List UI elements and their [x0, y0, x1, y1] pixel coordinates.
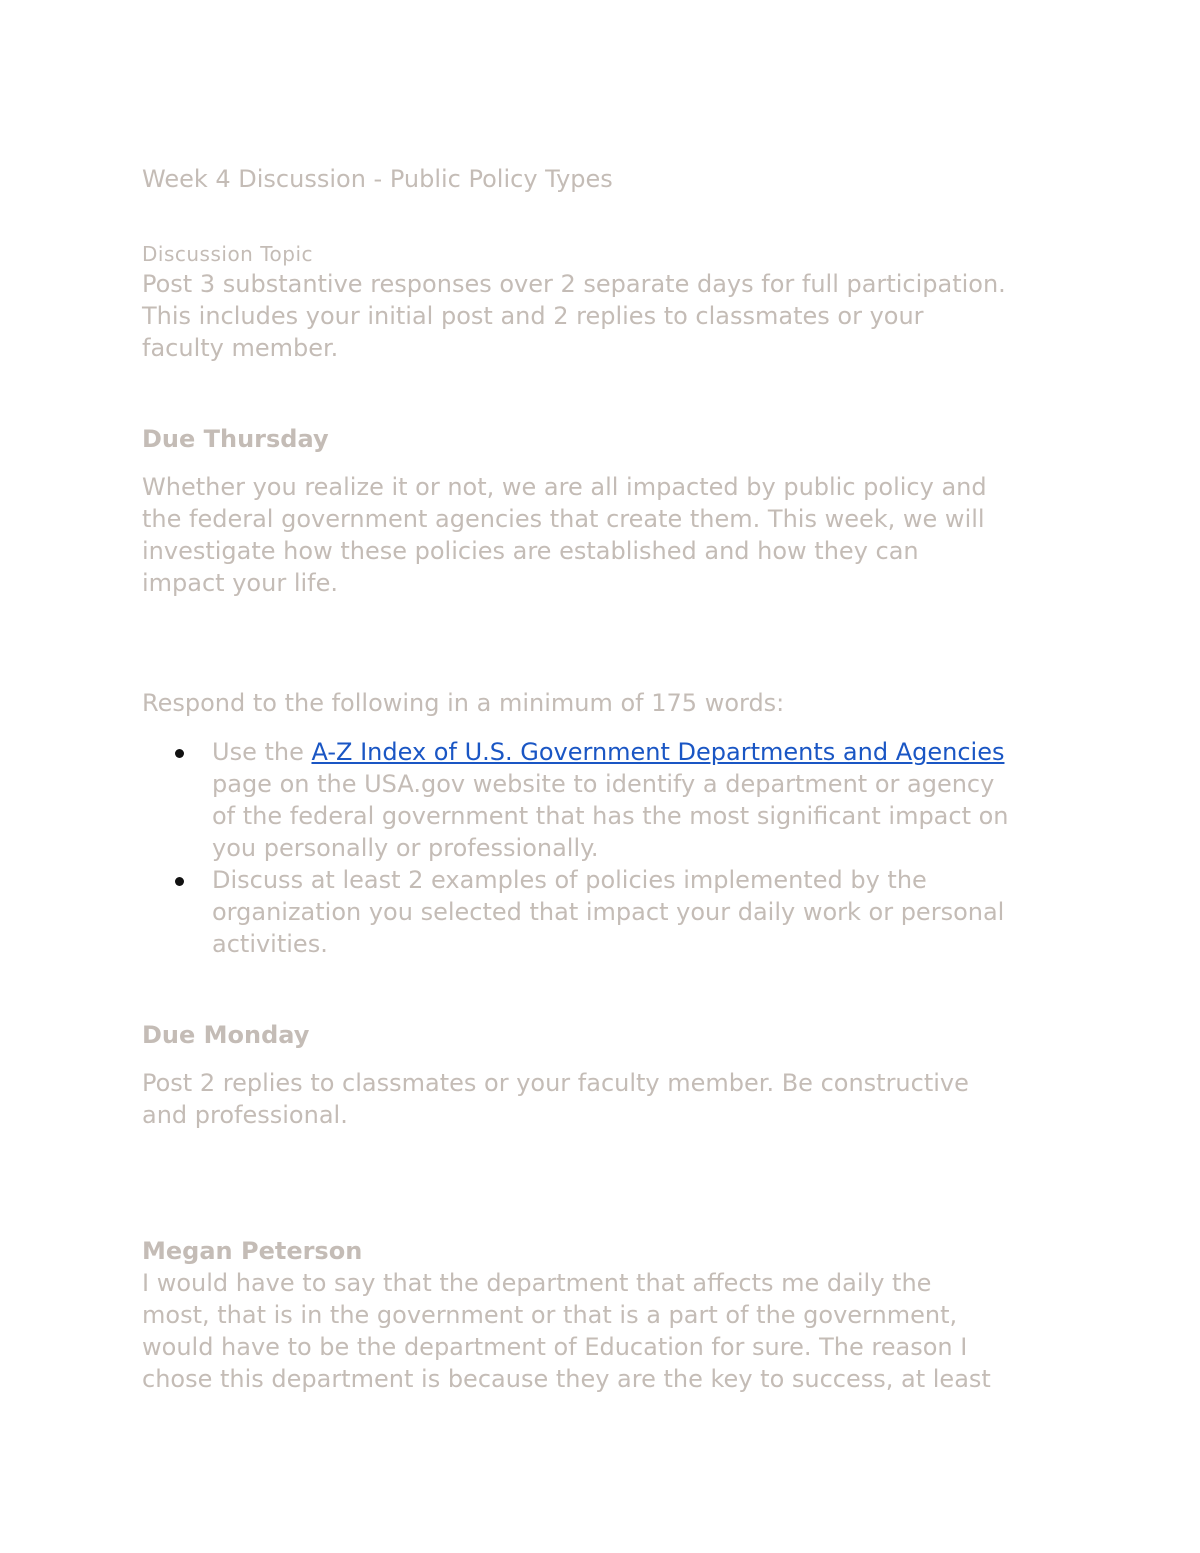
respond-prompt: [142, 687, 1072, 719]
response-author: Megan Peterson: [142, 1237, 363, 1265]
intro-line: This includes your initial post and 2 replies to classmates or your: [142, 302, 924, 330]
paragraph-line: Whether you realize it or not, we are all impacted by public policy and: [142, 473, 987, 501]
discussion-topic-label: Discussion Topic: [142, 242, 314, 266]
intro-paragraph: [142, 268, 1072, 364]
list-item: [142, 864, 1072, 960]
paragraph-line: and professional.: [142, 1101, 348, 1129]
bullet-line: Discuss at least 2 examples of policies implemented by the: [212, 866, 927, 894]
document-title: Week 4 Discussion - Public Policy Types: [142, 165, 613, 193]
bullet-prefix: Use the: [212, 738, 312, 766]
due-monday-paragraph: [142, 1067, 1072, 1131]
paragraph-line: the federal government agencies that create them. This week, we will: [142, 505, 985, 533]
paragraph-line: most, that is in the government or that is a part of the government,: [142, 1301, 958, 1329]
bullet-icon: [175, 749, 184, 758]
paragraph-line: investigate how these policies are established and how they can: [142, 537, 919, 565]
bullet-line: of the federal government that has the most significant impact on: [212, 802, 1009, 830]
response-paragraph: [142, 1267, 1072, 1395]
paragraph-line: chose this department is because they are the key to success, at least: [142, 1365, 991, 1393]
list-item: [142, 736, 1072, 864]
paragraph-line: I would have to say that the department that affects me daily the: [142, 1269, 932, 1297]
respond-prompt-text: Respond to the following in a minimum of 175 words:: [142, 689, 785, 717]
requirements-list: [142, 736, 1072, 960]
bullet-line: activities.: [212, 930, 328, 958]
bullet-line: page on the USA.gov website to identify a department or agency: [212, 770, 995, 798]
paragraph-line: would have to be the department of Education for sure. The reason I: [142, 1333, 968, 1361]
intro-line: faculty member.: [142, 334, 339, 362]
paragraph-line: impact your life.: [142, 569, 338, 597]
bullet-line: organization you selected that impact your daily work or personal: [212, 898, 1005, 926]
due-thursday-paragraph: [142, 471, 1072, 599]
bullet-first-line: [212, 736, 1072, 768]
paragraph-line: Post 2 replies to classmates or your faculty member. Be constructive: [142, 1069, 969, 1097]
bullet-icon: [175, 877, 184, 886]
az-index-link[interactable]: A-Z Index of U.S. Government Departments and Agencies: [311, 738, 1005, 766]
due-monday-heading: Due Monday: [142, 1021, 310, 1049]
intro-line: Post 3 substantive responses over 2 separate days for full participation.: [142, 270, 1006, 298]
due-thursday-heading: Due Thursday: [142, 425, 329, 453]
bullet-line: you personally or professionally.: [212, 834, 599, 862]
